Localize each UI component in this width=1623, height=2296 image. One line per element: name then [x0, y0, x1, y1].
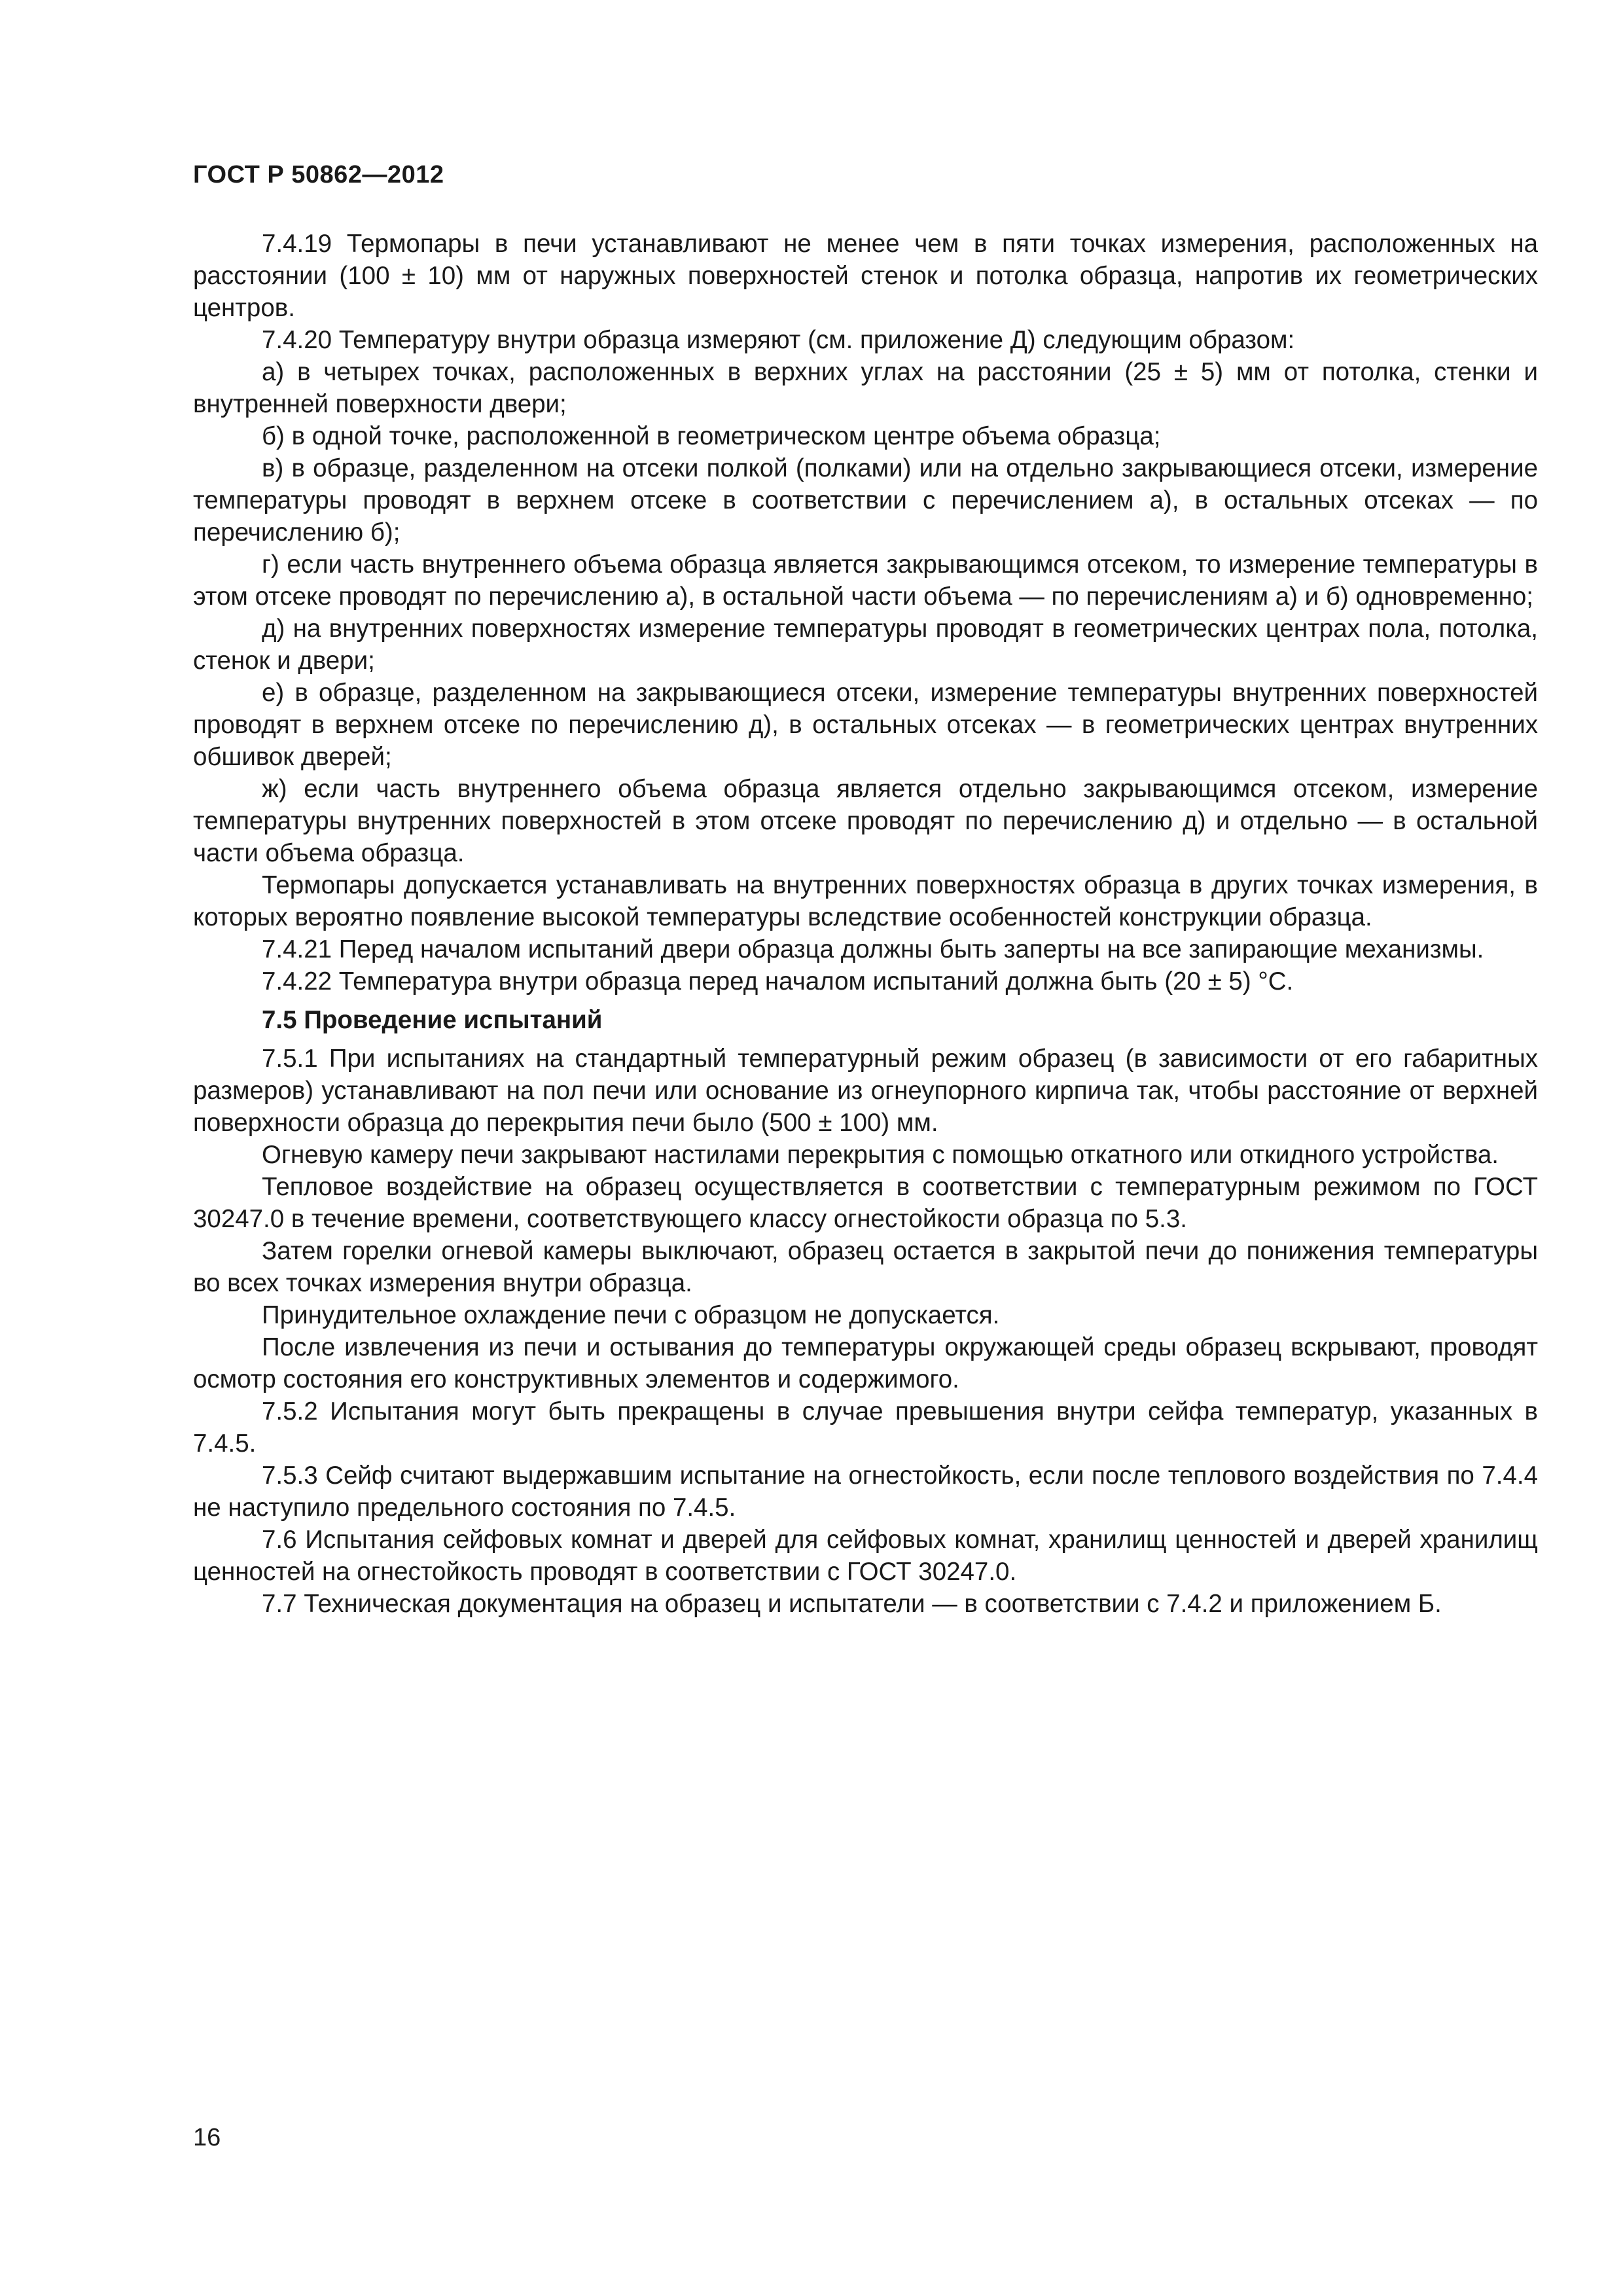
- paragraph-fire-chamber: Огневую камеру печи закрывают настилами перекрытия с помощью откатного или откидного устройства.: [262, 1141, 1499, 1169]
- list-item-v: в) в образце, разделенном на отсеки полкой (полками) или на отдельно закрывающиеся отсеки, измерение температуры проводят в верхнем отсеке в соответствии с перечислением а), в остальных отсеках — по перечислению б);: [193, 454, 1538, 547]
- paragraph-7-5-2: 7.5.2 Испытания могут быть прекращены в случае превышения внутри сейфа температур, указанных в 7.4.5.: [193, 1397, 1538, 1458]
- document-body: [193, 228, 1538, 1620]
- list-item-e: е) в образце, разделенном на закрывающиеся отсеки, измерение температуры внутренних поверхностей проводят в верхнем отсеке по перечислению д), в остальных отсеках — в геометрических центрах внутренних обшивок дверей;: [193, 679, 1538, 771]
- section-heading-7-5: 7.5 Проведение испытаний: [262, 1006, 603, 1034]
- list-item-g: г) если часть внутреннего объема образца является закрывающимся отсеком, то измерение температуры в этом отсеке проводят по перечислению а), в остальной части объема — по перечислениям а) и б) одновременно;: [193, 550, 1538, 611]
- paragraph-7-6: 7.6 Испытания сейфовых комнат и дверей для сейфовых комнат, хранилищ ценностей и дверей хранилищ ценностей на огнестойкость проводят в соответствии с ГОСТ 30247.0.: [193, 1526, 1538, 1586]
- paragraph-inspection: После извлечения из печи и остывания до температуры окружающей среды образец вскрывают, проводят осмотр состояния его конструктивных элементов и содержимого.: [193, 1333, 1538, 1393]
- paragraph-thermal-exposure: Тепловое воздействие на образец осуществляется в соответствии с температурным режимом по ГОСТ 30247.0 в течение времени, соответствующего классу огнестойкости образца по 5.3.: [193, 1173, 1538, 1233]
- list-item-a: а) в четырех точках, расположенных в верхних углах на расстоянии (25 ± 5) мм от потолка, стенки и внутренней поверхности двери;: [193, 358, 1538, 418]
- paragraph-thermocouples-note: Термопары допускается устанавливать на внутренних поверхностях образца в других точках измерения, в которых вероятно появление высокой температуры вследствие особенностей конструкции образца.: [193, 871, 1538, 931]
- page-number: 16: [193, 2124, 221, 2151]
- paragraph-7-4-22: 7.4.22 Температура внутри образца перед началом испытаний должна быть (20 ± 5) °С.: [262, 967, 1294, 996]
- paragraph-forced-cooling: Принудительное охлаждение печи с образцом не допускается.: [262, 1301, 1000, 1329]
- paragraph-7-4-21: 7.4.21 Перед началом испытаний двери образца должны быть заперты на все запирающие механизмы.: [262, 935, 1484, 963]
- paragraph-7-7: 7.7 Техническая документация на образец и испытатели — в соответствии с 7.4.2 и приложением Б.: [262, 1590, 1442, 1618]
- paragraph-7-4-19: 7.4.19 Термопары в печи устанавливают не менее чем в пяти точках измерения, расположенных на расстоянии (100 ± 10) мм от наружных поверхностей стенок и потолка образца, напротив их геометрических центров.: [193, 230, 1538, 322]
- list-item-b: б) в одной точке, расположенной в геометрическом центре объема образца;: [262, 422, 1161, 450]
- paragraph-burners-off: Затем горелки огневой камеры выключают, образец остается в закрытой печи до понижения температуры во всех точках измерения внутри образца.: [193, 1237, 1538, 1297]
- paragraph-7-5-3: 7.5.3 Сейф считают выдержавшим испытание на огнестойкость, если после теплового воздействия по 7.4.4 не наступило предельного состояния по 7.4.5.: [193, 1462, 1538, 1522]
- list-item-zh: ж) если часть внутреннего объема образца является отдельно закрывающимся отсеком, измерение температуры внутренних поверхностей в этом отсеке проводят по перечислению д) и отдельно — в остальной части объема образца.: [193, 775, 1538, 867]
- paragraph-7-5-1: 7.5.1 При испытаниях на стандартный температурный режим образец (в зависимости от его габаритных размеров) устанавливают на пол печи или основание из огнеупорного кирпича так, чтобы расстояние от верхней поверхности образца до перекрытия печи было (500 ± 100) мм.: [193, 1045, 1538, 1137]
- list-item-d: д) на внутренних поверхностях измерение температуры проводят в геометрических центрах пола, потолка, стенок и двери;: [193, 615, 1538, 675]
- document-code-header: ГОСТ Р 50862—2012: [193, 161, 444, 188]
- paragraph-7-4-20: 7.4.20 Температуру внутри образца измеряют (см. приложение Д) следующим образом:: [262, 326, 1295, 354]
